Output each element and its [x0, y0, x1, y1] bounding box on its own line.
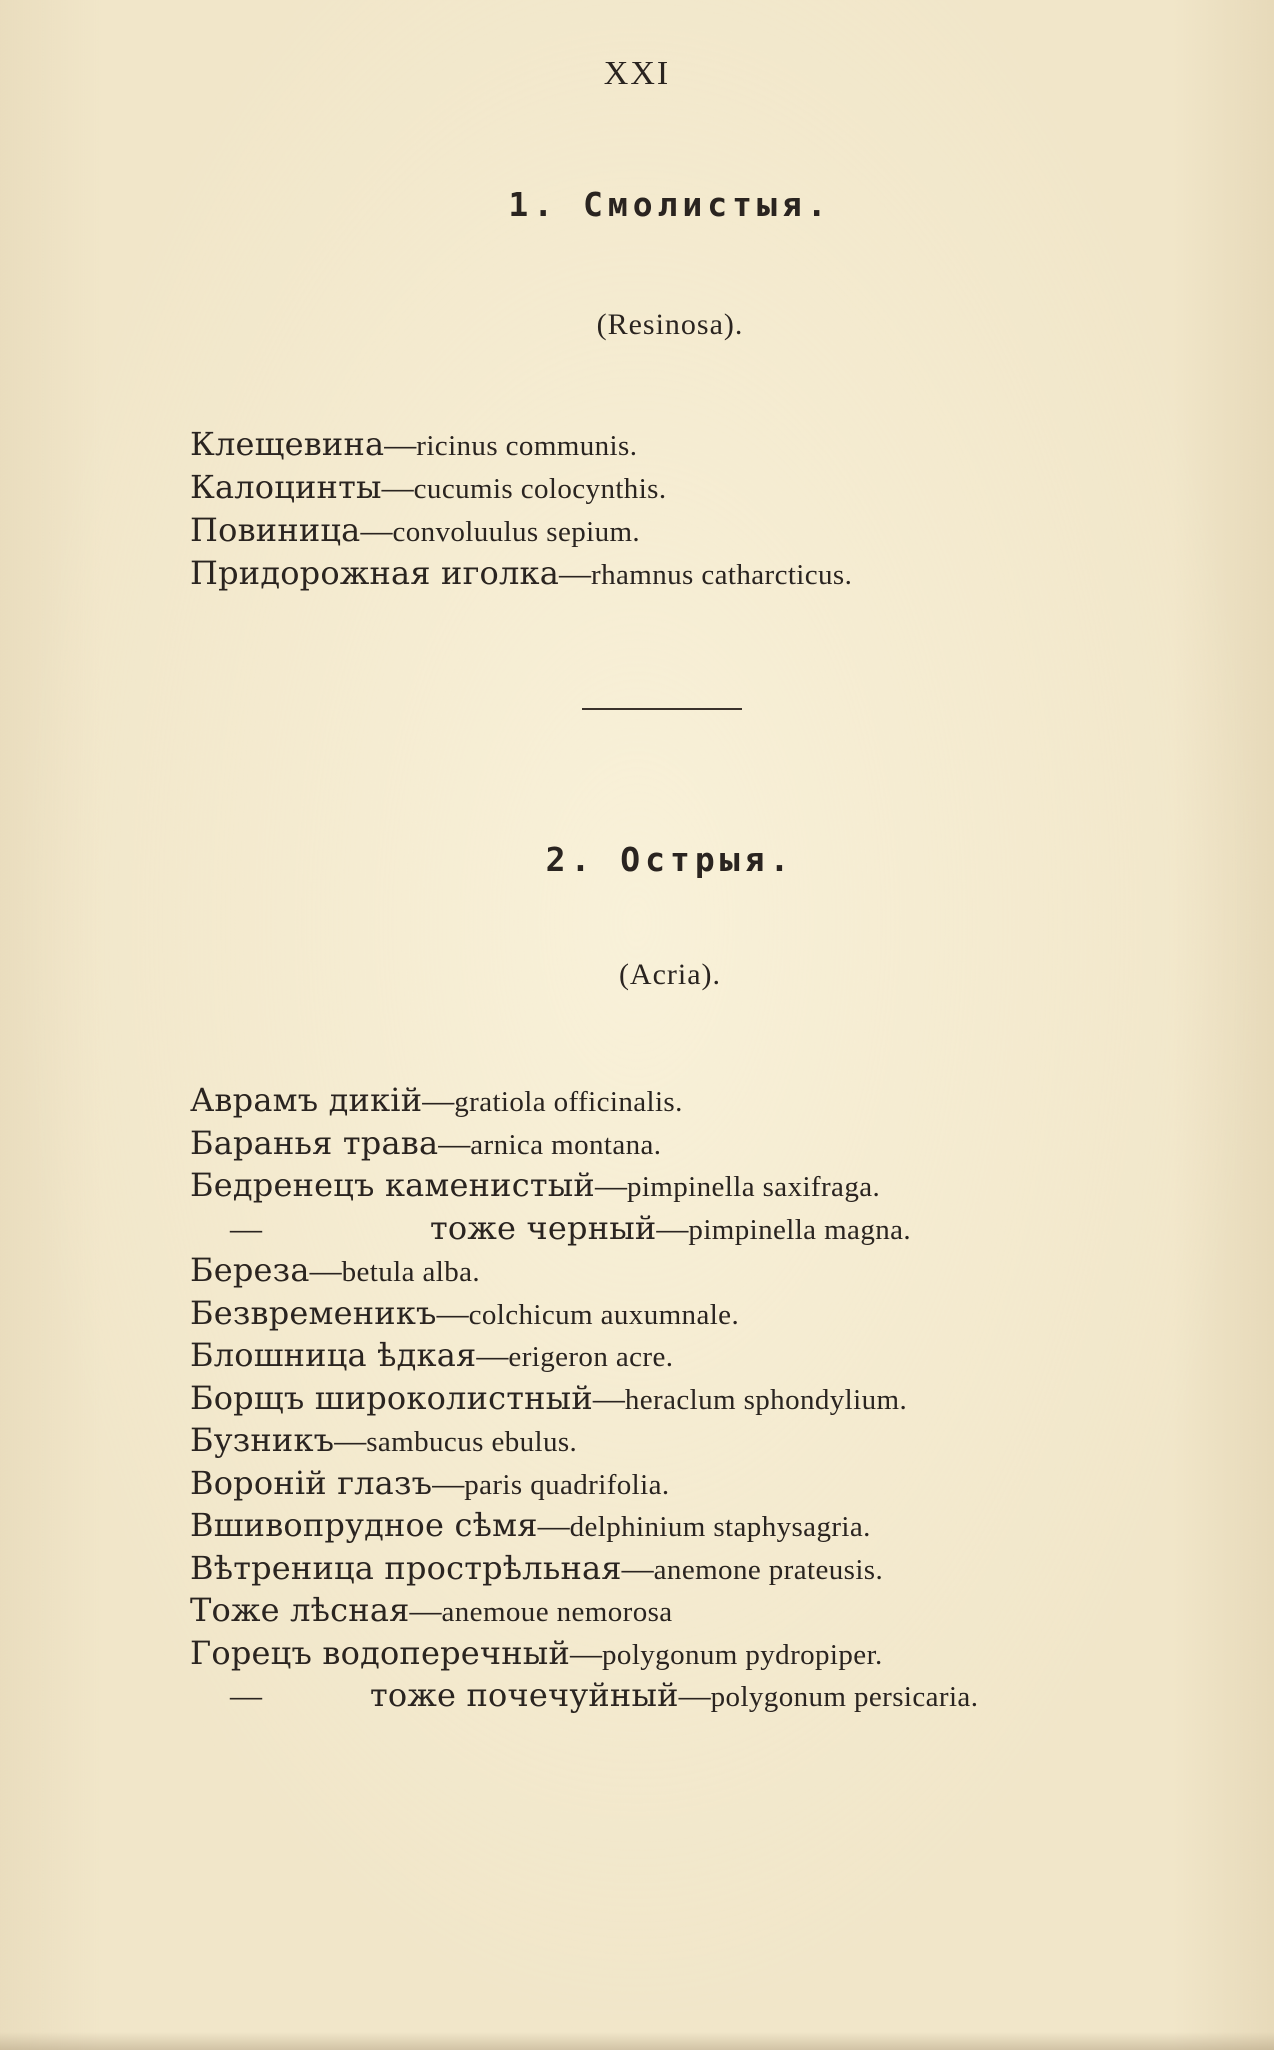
- dash: —: [559, 555, 592, 591]
- latin-name: heraclum sphondylium.: [624, 1383, 908, 1416]
- dash: —: [432, 1464, 465, 1501]
- list-item: [190, 511, 852, 557]
- russian-name: Придорожная иголка: [190, 554, 560, 592]
- latin-name: colchicum auxumnale.: [468, 1298, 740, 1331]
- russian-name: Вѣтреница прострѣльная: [190, 1548, 622, 1587]
- russian-name: Безвременикъ: [190, 1293, 437, 1332]
- latin-name: sambucus ebulus.: [366, 1426, 578, 1458]
- russian-name: Борщъ широколистный: [190, 1378, 593, 1417]
- dash: —: [592, 1379, 625, 1416]
- dash: —: [384, 426, 417, 462]
- russian-name: Повиница: [190, 511, 361, 549]
- latin-name: pimpinella saxifraga.: [626, 1171, 881, 1203]
- latin-name: arnica montana.: [470, 1128, 662, 1161]
- latin-name: anemone prateusis.: [653, 1553, 884, 1586]
- dash: —: [570, 1634, 603, 1671]
- latin-name: rhamnus catharcticus.: [591, 559, 853, 591]
- section-1-subheading: (Resinosa).: [596, 308, 744, 341]
- list-item: [190, 1633, 978, 1680]
- list-item: [190, 1378, 978, 1425]
- dash: —: [309, 1252, 342, 1288]
- list-item: [190, 1251, 978, 1297]
- latin-name: paris quadrifolia.: [464, 1468, 670, 1501]
- russian-name: Клещевина: [190, 425, 385, 463]
- russian-name: Вшивопрудное сѣмя: [190, 1506, 538, 1544]
- list-item: [190, 1336, 978, 1382]
- page-number: XXI: [603, 55, 671, 92]
- dash: —: [334, 1422, 367, 1458]
- list-item: [190, 425, 852, 471]
- list-item: [190, 1506, 978, 1552]
- section-1-entry-list: [190, 425, 853, 600]
- dash: —: [422, 1082, 455, 1118]
- latin-name: polygonum persicaria.: [710, 1681, 979, 1713]
- list-item: [190, 1421, 978, 1467]
- section-2-heading: 2. Острыя.: [545, 840, 795, 879]
- latin-name: delphinium staphysagria.: [569, 1511, 871, 1543]
- latin-name: betula alba.: [341, 1256, 481, 1288]
- list-item: [190, 1548, 978, 1595]
- dash: —: [438, 1124, 471, 1161]
- list-item: [190, 1081, 978, 1127]
- list-item: [190, 1123, 978, 1170]
- russian-name: тоже черный: [430, 1208, 657, 1247]
- dash: —: [594, 1167, 627, 1203]
- section-2-entry-list: [190, 1081, 979, 1722]
- latin-name: polygonum pydropiper.: [602, 1638, 883, 1671]
- russian-name: Баранья трава: [190, 1123, 439, 1162]
- latin-name: ricinus communis.: [416, 430, 638, 462]
- dash: —: [436, 1294, 469, 1331]
- russian-name: Аврамъ дикій: [190, 1081, 423, 1119]
- list-item: [190, 1166, 978, 1212]
- list-item: [190, 1591, 978, 1637]
- list-item: [190, 468, 852, 514]
- ditto-dash: —: [230, 1677, 262, 1713]
- russian-name: Тоже лѣсная: [190, 1591, 410, 1629]
- dash: —: [360, 512, 393, 548]
- list-item: [190, 1293, 978, 1340]
- latin-name: pimpinella magna.: [688, 1213, 912, 1246]
- russian-name: тоже почечуйный: [370, 1676, 679, 1714]
- latin-name: erigeron acre.: [508, 1341, 674, 1373]
- latin-name: gratiola officinalis.: [454, 1086, 683, 1118]
- russian-name: Вороній глазъ: [190, 1463, 433, 1502]
- russian-name: Горецъ водоперечный: [190, 1633, 571, 1672]
- page-bottom-edge: [0, 2032, 1274, 2050]
- dash: —: [678, 1677, 711, 1713]
- dash: —: [621, 1549, 654, 1586]
- dash: —: [381, 469, 414, 505]
- list-item: [190, 1463, 978, 1510]
- dash: —: [476, 1337, 509, 1373]
- list-item: [190, 1208, 978, 1255]
- list-item: [190, 554, 853, 600]
- russian-name: Береза: [190, 1251, 310, 1289]
- section-1-heading: 1. Смолистыя.: [508, 185, 832, 224]
- dash: —: [656, 1209, 689, 1246]
- list-item: [190, 1676, 979, 1722]
- latin-name: convoluulus sepium.: [392, 516, 641, 548]
- latin-name: cucumis colocynthis.: [413, 473, 667, 505]
- section-2-subheading: (Acria).: [618, 958, 722, 991]
- russian-name: Бедренецъ каменистый: [190, 1166, 595, 1204]
- ditto-dash: —: [230, 1209, 262, 1246]
- latin-name: anemoue nemorosa: [441, 1596, 673, 1628]
- russian-name: Блошница ѣдкая: [190, 1336, 477, 1374]
- dash: —: [537, 1507, 570, 1543]
- russian-name: Калоцинты: [190, 468, 382, 506]
- dash: —: [409, 1592, 442, 1628]
- section-divider: [582, 708, 742, 710]
- russian-name: Бузникъ: [190, 1421, 335, 1459]
